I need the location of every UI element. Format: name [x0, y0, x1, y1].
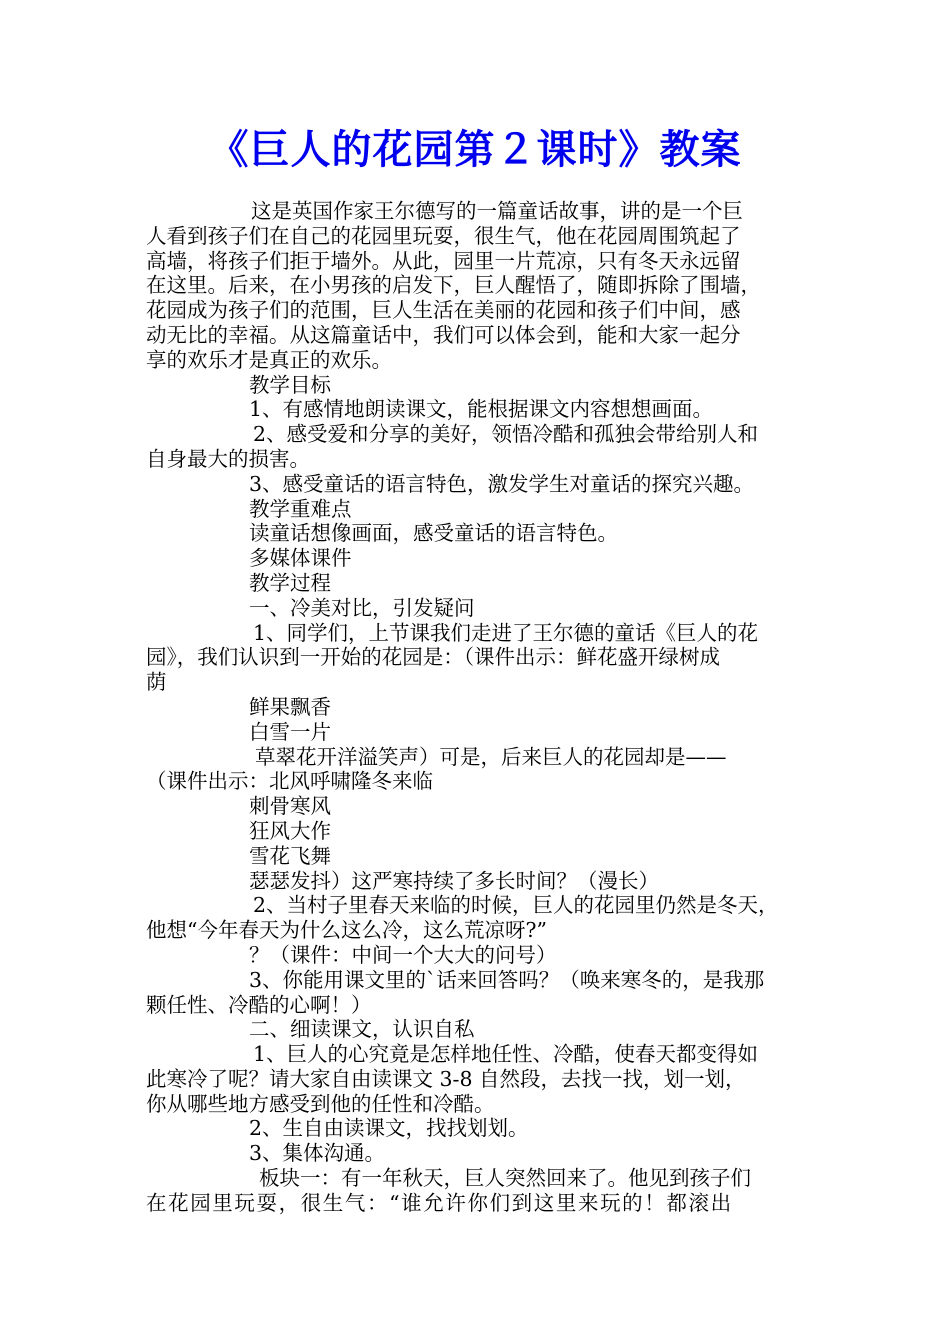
paragraph-line: 荫	[146, 670, 167, 695]
list-item: 3、集体沟通。	[249, 1141, 386, 1166]
list-item: 3、感受童话的语言特色，激发学生对童话的探究兴趣。	[249, 471, 755, 496]
paragraph-line: 你从哪些地方感受到他的任性和冷酷。	[146, 1091, 495, 1116]
paragraph-line: 刺骨寒风	[249, 794, 331, 819]
paragraph-line: 高墙，将孩子们拒于墙外。从此，园里一片荒凉，只有冬天永远留	[146, 248, 741, 273]
section-heading: 多媒体课件	[249, 546, 352, 571]
list-item: 3、你能用课文里的`话来回答吗？（唤来寒冬的，是我那	[249, 967, 765, 992]
paragraph-line: ？（课件：中间一个大大的问号）	[249, 942, 557, 967]
paragraph-line: 动无比的幸福。从这篇童话中，我们可以体会到，能和大家一起分	[146, 322, 741, 347]
section-heading: 二、细读课文，认识自私	[249, 1017, 475, 1042]
list-item: 1、巨人的心究竟是怎样地任性、冷酷，使春天都变得如	[253, 1042, 759, 1067]
paragraph-line: 草翠花开洋溢笑声）可是，后来巨人的花园却是——	[255, 744, 727, 769]
paragraph-line: 板块一：有一年秋天，巨人突然回来了。他见到孩子们	[259, 1166, 751, 1191]
paragraph-line: 鲜果飘香	[249, 694, 331, 719]
document-title: 《巨人的花园第２课时》教案	[208, 127, 742, 173]
paragraph-line: 雪花飞舞	[249, 843, 331, 868]
list-item: 1、有感情地朗读课文，能根据课文内容想想画面。	[249, 397, 714, 422]
list-item: 1、同学们，上节课我们走进了王尔德的童话《巨人的花	[253, 620, 759, 645]
list-item: 2、生自由读课文，找找划划。	[249, 1116, 529, 1141]
section-heading: 一、冷美对比，引发疑问	[249, 595, 475, 620]
section-heading: 教学目标	[249, 372, 331, 397]
paragraph-line: 读童话想像画面，感受童话的语言特色。	[249, 521, 618, 546]
list-item: 2、感受爱和分享的美好，领悟冷酷和孤独会带给别人和	[253, 422, 759, 447]
paragraph-line: 自身最大的损害。	[146, 446, 310, 471]
paragraph-line: 在花园里玩耍，很生气：“谁允许你们到这里来玩的！都滚出	[146, 1190, 733, 1215]
paragraph-line: 狂风大作	[249, 818, 331, 843]
paragraph-line: 花园成为孩子们的范围，巨人生活在美丽的花园和孩子们中间，感	[146, 298, 741, 323]
paragraph-line: 瑟瑟发抖）这严寒持续了多长时间？（漫长）	[249, 868, 659, 893]
paragraph-line: 此寒冷了呢？请大家自由读课文 3-8 自然段，去找一找，划一划，	[146, 1066, 746, 1091]
paragraph-line: 颗任性、冷酷的心啊！）	[146, 992, 372, 1017]
section-heading: 教学过程	[249, 570, 331, 595]
document-body	[146, 199, 808, 1216]
paragraph-line: 他想“今年春天为什么这么冷，这么荒凉呀?”	[146, 918, 547, 943]
paragraph-line: 这是英国作家王尔德写的一篇童话故事，讲的是一个巨	[251, 199, 743, 223]
paragraph-line: 园》，我们认识到一开始的花园是：（课件出示：鲜花盛开绿树成	[146, 645, 720, 670]
paragraph-line: 享的欢乐才是真正的欢乐。	[146, 347, 392, 372]
paragraph-line: （课件出示：北风呼啸隆冬来临	[146, 769, 433, 794]
paragraph-line: 白雪一片	[249, 719, 331, 744]
list-item: 2、当村子里春天来临的时候，巨人的花园里仍然是冬天，	[253, 893, 779, 918]
paragraph-line: 人看到孩子们在自己的花园里玩耍，很生气，他在花园周围筑起了	[146, 223, 741, 248]
paragraph-line: 在这里。后来，在小男孩的启发下，巨人醒悟了，随即拆除了围墙，	[146, 273, 761, 298]
section-heading: 教学重难点	[249, 496, 352, 521]
